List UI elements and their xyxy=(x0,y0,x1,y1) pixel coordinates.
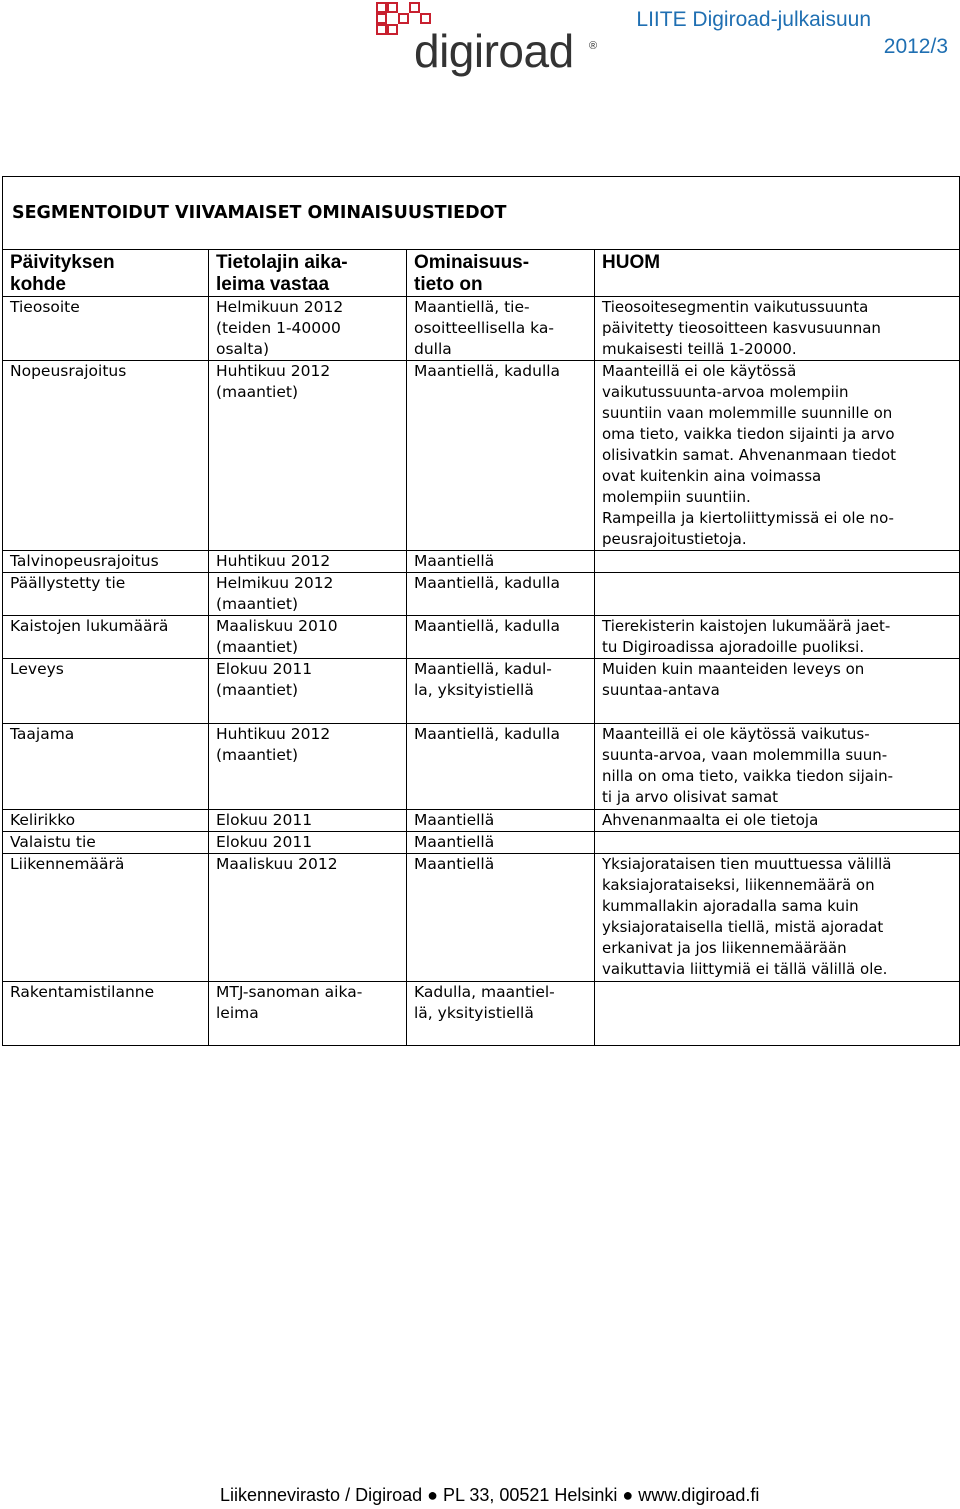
cell-text: vaikutussuunta-arvoa molempiin xyxy=(602,383,849,401)
cell-text: (maantiet) xyxy=(216,595,299,613)
cell-aikaleima xyxy=(209,361,407,551)
cell-kohde xyxy=(3,982,209,1046)
cell-text: la, yksityistiellä xyxy=(414,681,534,699)
cell-kohde xyxy=(3,659,209,724)
cell-text: (maantiet) xyxy=(216,746,299,764)
cell-text: Tieosoite xyxy=(10,298,80,316)
cell-text: Maantiellä, kadul- xyxy=(414,660,552,678)
cell-text: ovat kuitenkin aina voimassa xyxy=(602,467,822,485)
cell-kohde xyxy=(3,724,209,810)
cell-text: suuntaa-antava xyxy=(602,681,720,699)
cell-ominaisuus xyxy=(407,724,595,810)
cell-text: Maanteillä ei ole käytössä xyxy=(602,362,797,380)
cell-text: Rampeilla ja kiertoliittymissä ei ole no- xyxy=(602,509,894,527)
cell-text: Elokuu 2011 xyxy=(216,660,313,678)
cell-text: (maantiet) xyxy=(216,383,299,401)
cell-text: vaikuttavia liittymiä ei tällä välillä ole. xyxy=(602,960,888,978)
cell-text: Helmikuun 2012 xyxy=(216,298,344,316)
cell-huom xyxy=(595,659,960,724)
cell-ominaisuus xyxy=(407,810,595,832)
table-row xyxy=(3,659,960,724)
cell-text: molempiin suuntiin. xyxy=(602,488,751,506)
table-row xyxy=(3,854,960,982)
cell-text: Yksiajorataisen tien muuttuessa välillä xyxy=(602,855,892,873)
cell-aikaleima xyxy=(209,810,407,832)
cell-text: Huhtikuu 2012 xyxy=(216,362,331,380)
column-header-kohde: Päivityksen kohde xyxy=(3,250,209,297)
cell-text: suuntiin vaan molemmille suunnille on xyxy=(602,404,893,422)
cell-text: Huhtikuu 2012 xyxy=(216,552,331,570)
cell-text: Maantiellä xyxy=(414,855,495,873)
cell-text: Talvinopeusrajoitus xyxy=(10,552,159,570)
cell-text: nilla on oma tieto, vaikka tiedon sijain- xyxy=(602,767,894,785)
cell-text: Helmikuu 2012 xyxy=(216,574,334,592)
cell-kohde xyxy=(3,832,209,854)
cell-text: MTJ-sanoman aika- xyxy=(216,983,363,1001)
cell-kohde xyxy=(3,297,209,361)
table-row xyxy=(3,616,960,659)
cell-text: Maantiellä, kadulla xyxy=(414,617,561,635)
cell-text: (maantiet) xyxy=(216,681,299,699)
document-title-line1: LIITE Digiroad-julkaisuun xyxy=(636,8,871,31)
cell-text: Muiden kuin maanteiden leveys on xyxy=(602,660,865,678)
table-row xyxy=(3,361,960,551)
cell-kohde xyxy=(3,361,209,551)
cell-text: olisivatkin samat. Ahvenanmaan tiedot xyxy=(602,446,897,464)
cell-text: Maantiellä xyxy=(414,552,495,570)
document-title xyxy=(636,6,948,60)
cell-huom xyxy=(595,573,960,616)
cell-text: leima xyxy=(216,1004,259,1022)
cell-aikaleima xyxy=(209,982,407,1046)
column-header-ominaisuus: Ominaisuus- tieto on xyxy=(407,250,595,297)
cell-kohde xyxy=(3,810,209,832)
cell-text: Kelirikko xyxy=(10,811,76,829)
cell-huom xyxy=(595,724,960,810)
document-title-line2: 2012/3 xyxy=(883,35,948,58)
cell-text: Liikennemäärä xyxy=(10,855,125,873)
table-row xyxy=(3,810,960,832)
cell-text: mukaisesti teillä 1-20000. xyxy=(602,340,797,358)
cell-text: Maanteillä ei ole käytössä vaikutus- xyxy=(602,725,870,743)
cell-aikaleima xyxy=(209,551,407,573)
cell-text: Nopeusrajoitus xyxy=(10,362,127,380)
cell-text: Taajama xyxy=(10,725,75,743)
column-header-huom: HUOM xyxy=(595,250,960,297)
cell-text: Elokuu 2011 xyxy=(216,833,313,851)
registered-mark: ® xyxy=(589,40,598,52)
cell-text: Maantiellä, kadulla xyxy=(414,362,561,380)
cell-text: Kaistojen lukumäärä xyxy=(10,617,169,635)
cell-aikaleima xyxy=(209,724,407,810)
cell-aikaleima xyxy=(209,854,407,982)
section-title: SEGMENTOIDUT VIIVAMAISET OMINAISUUSTIEDOT xyxy=(3,177,960,250)
cell-text: osalta) xyxy=(216,340,269,358)
cell-text: Maantiellä, tie- xyxy=(414,298,530,316)
cell-huom xyxy=(595,361,960,551)
cell-ominaisuus xyxy=(407,297,595,361)
cell-text: Maantiellä, kadulla xyxy=(414,574,561,592)
cell-text: Tieosoitesegmentin vaikutussuunta xyxy=(602,298,869,316)
cell-kohde xyxy=(3,551,209,573)
page-footer: Liikennevirasto / Digiroad ● PL 33, 00521 Helsinki ● www.digiroad.fi xyxy=(220,1485,760,1505)
cell-text: Huhtikuu 2012 xyxy=(216,725,331,743)
cell-text: Maaliskuu 2010 xyxy=(216,617,338,635)
cell-ominaisuus xyxy=(407,551,595,573)
digiroad-logo xyxy=(376,2,606,78)
cell-text: kaksiajorataiseksi, liikennemäärä on xyxy=(602,876,875,894)
cell-text: Maantiellä xyxy=(414,811,495,829)
cell-text: Rakentamistilanne xyxy=(10,983,155,1001)
cell-text: kummallakin ajoradalla sama kuin xyxy=(602,897,859,915)
attribute-table xyxy=(2,176,960,1046)
cell-text: Valaistu tie xyxy=(10,833,96,851)
cell-text: Tierekisterin kaistojen lukumäärä jaet- xyxy=(602,617,891,635)
table-row xyxy=(3,832,960,854)
cell-text: dulla xyxy=(414,340,452,358)
cell-ominaisuus xyxy=(407,616,595,659)
cell-ominaisuus xyxy=(407,832,595,854)
cell-ominaisuus xyxy=(407,573,595,616)
cell-text: erkanivat ja jos liikennemäärään xyxy=(602,939,847,957)
cell-ominaisuus xyxy=(407,659,595,724)
cell-aikaleima xyxy=(209,297,407,361)
cell-text: Maaliskuu 2012 xyxy=(216,855,338,873)
table-row xyxy=(3,724,960,810)
cell-text: Päällystetty tie xyxy=(10,574,126,592)
cell-text: Elokuu 2011 xyxy=(216,811,313,829)
cell-text: (maantiet) xyxy=(216,638,299,656)
column-header-aikaleima: Tietolajin aika- leima vastaa xyxy=(209,250,407,297)
cell-huom xyxy=(595,854,960,982)
cell-huom xyxy=(595,810,960,832)
cell-ominaisuus xyxy=(407,361,595,551)
cell-text: Leveys xyxy=(10,660,64,678)
cell-text: lä, yksityistiellä xyxy=(414,1004,534,1022)
cell-huom xyxy=(595,297,960,361)
cell-huom xyxy=(595,551,960,573)
cell-huom xyxy=(595,616,960,659)
cell-kohde xyxy=(3,573,209,616)
cell-aikaleima xyxy=(209,832,407,854)
cell-kohde xyxy=(3,616,209,659)
logo-wordmark: digiroad xyxy=(414,25,574,77)
cell-ominaisuus xyxy=(407,982,595,1046)
header-row xyxy=(3,250,960,297)
cell-text: suunta-arvoa, vaan molemmilla suun- xyxy=(602,746,888,764)
cell-huom xyxy=(595,832,960,854)
cell-text: yksiajorataisella tiellä, mistä ajoradat xyxy=(602,918,884,936)
cell-text: tu Digiroadissa ajoradoille puoliksi. xyxy=(602,638,865,656)
cell-text: Ahvenanmaalta ei ole tietoja xyxy=(602,811,819,829)
cell-text: osoitteellisella ka- xyxy=(414,319,554,337)
table-row xyxy=(3,573,960,616)
cell-kohde xyxy=(3,854,209,982)
table-row xyxy=(3,982,960,1046)
cell-huom xyxy=(595,982,960,1046)
cell-aikaleima xyxy=(209,573,407,616)
cell-text: peusrajoitustietoja. xyxy=(602,530,747,548)
table-row xyxy=(3,551,960,573)
cell-text: päivitetty tieosoitteen kasvusuunnan xyxy=(602,319,881,337)
cell-text: Maantiellä, kadulla xyxy=(414,725,561,743)
cell-text: Maantiellä xyxy=(414,833,495,851)
cell-text: ti ja arvo olisivat samat xyxy=(602,788,779,806)
section-row xyxy=(3,177,960,250)
table-row xyxy=(3,297,960,361)
cell-text: oma tieto, vaikka tiedon sijainti ja arvo xyxy=(602,425,895,443)
cell-text: (teiden 1-40000 xyxy=(216,319,341,337)
cell-aikaleima xyxy=(209,616,407,659)
cell-aikaleima xyxy=(209,659,407,724)
cell-ominaisuus xyxy=(407,854,595,982)
cell-text: Kadulla, maantiel- xyxy=(414,983,555,1001)
